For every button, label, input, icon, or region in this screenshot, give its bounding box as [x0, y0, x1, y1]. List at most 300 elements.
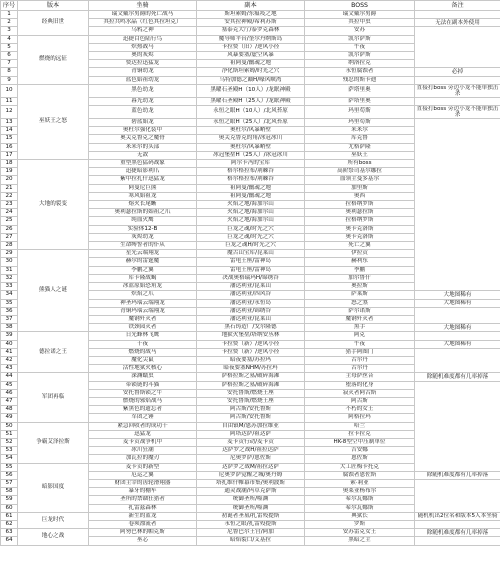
- row-index: 61: [1, 512, 18, 520]
- instance-cell: 巨龙之魂H/时光之穴: [197, 242, 305, 250]
- boss-cell: 玛里苟斯: [305, 119, 415, 127]
- row-index: 51: [1, 430, 18, 438]
- row-index: 59: [1, 496, 18, 504]
- row-index: 22: [1, 192, 18, 200]
- boss-cell: 凯尔萨斯: [305, 52, 415, 60]
- mount-cell: 黑色幼龙: [89, 84, 197, 97]
- instance-cell: 火焰之地/海加尔山: [197, 201, 305, 209]
- boss-cell: 萨尔诺斯: [305, 307, 415, 315]
- boss-cell: 不朽的女王: [305, 406, 415, 414]
- mount-cell: 青铜幼龙: [89, 68, 197, 76]
- instance-cell: 潘达利亚/昆莱山: [197, 315, 305, 323]
- row-index: 44: [1, 373, 18, 381]
- mount-cell: 熔火长尾蜥: [89, 201, 197, 209]
- mount-cell: 厄运之翼: [89, 471, 197, 479]
- instance-cell: 萨格拉斯之墓/破碎海滩: [197, 381, 305, 389]
- row-index: 49: [1, 414, 18, 422]
- boss-cell: 猎手阿图门: [305, 348, 415, 356]
- instance-cell: 火焰之地/海加尔山: [197, 209, 305, 217]
- instance-cell: 格尔格拉布/荆棘谷: [197, 168, 305, 176]
- boss-cell: 希尔瓦娜斯: [305, 504, 415, 512]
- row-index: 20: [1, 176, 18, 184]
- note-cell: [415, 332, 500, 340]
- version-cell: 大地的裂变: [18, 160, 89, 250]
- boss-cell: 尤格萨隆: [305, 143, 415, 151]
- mount-cell: 奥关克鲁克之魔骨: [89, 135, 197, 143]
- version-cell: 争霸艾泽拉斯: [18, 422, 89, 463]
- mount-cell: 安托鲁斯锁之牛: [89, 389, 197, 397]
- note-cell: [415, 97, 500, 105]
- mount-cell: 阿曼尼巨熊: [89, 184, 197, 192]
- boss-cell: 大工匠梅卡托克: [305, 463, 415, 471]
- boss-cell: 安苏: [305, 27, 415, 35]
- header-notes: 备注: [415, 1, 500, 11]
- row-index: 37: [1, 315, 18, 323]
- mount-cell: 麦卡贡战争机甲: [89, 438, 197, 446]
- boss-cell: HK-8型空中压制单位: [305, 438, 415, 446]
- mount-cell: 李鹏之翼: [89, 266, 197, 274]
- mount-cell: 其拉共鸣水晶（红色其拉坦克）: [89, 19, 197, 27]
- instance-cell: 雷电王座/雷神岛: [197, 258, 305, 266]
- note-cell: 必掉: [415, 68, 500, 76]
- instance-cell: 永恒之眼H（25人）/北风苔原: [197, 119, 305, 127]
- boss-cell: 纳洛拉克: [305, 60, 415, 68]
- mount-cell: 奥杜尔强化装甲: [89, 127, 197, 135]
- row-index: 10: [1, 84, 18, 97]
- boss-cell: 所有boss: [305, 160, 415, 168]
- row-index: 28: [1, 242, 18, 250]
- mount-cell: 炽焰之爪: [89, 291, 197, 299]
- table-row: [1, 11, 500, 19]
- boss-cell: 典狱长: [305, 512, 415, 520]
- note-cell: 大地图稀有: [415, 291, 500, 299]
- row-index: 41: [1, 348, 18, 356]
- row-index: 39: [1, 332, 18, 340]
- instance-cell: 安其拉神殿/希利苏斯: [197, 19, 305, 27]
- note-cell: 随机机出2位名和版本5人本坐骑: [415, 512, 500, 520]
- note-cell: [415, 76, 500, 84]
- version-cell: 经典旧世: [18, 11, 89, 36]
- instance-cell: 卡拉赞（新）/逆风小径: [197, 340, 305, 348]
- boss-cell: 腐蚀者恩佐斯: [305, 471, 415, 479]
- mount-cell: 活性地狱火核心: [89, 365, 197, 373]
- table-row: [1, 529, 500, 537]
- row-index: 1: [1, 11, 18, 19]
- row-index: 55: [1, 463, 18, 471]
- note-cell: [415, 537, 500, 545]
- boss-cell: 希尔瓦娜斯: [305, 496, 415, 504]
- row-index: 8: [1, 68, 18, 76]
- note-cell: [415, 11, 500, 19]
- header-mount: 坐骑: [89, 1, 197, 11]
- boss-cell: 拉格纳罗斯: [305, 201, 415, 209]
- mount-cell: 纯血火鹰: [89, 217, 197, 225]
- boss-cell: 奥拉斯: [305, 283, 415, 291]
- instance-cell: 暗焰裂口/艾基拉: [197, 537, 305, 545]
- note-cell: [415, 27, 500, 68]
- instance-cell: 决战奥格瑞玛H/锦绣谷: [197, 274, 305, 282]
- row-index: 53: [1, 447, 18, 455]
- mount-cell: 魔钢歼灭者: [89, 315, 197, 323]
- boss-cell: 阿格拉玛: [305, 414, 415, 422]
- mount-cell: 燃烧的邪焰战马: [89, 397, 197, 405]
- row-index: 50: [1, 422, 18, 430]
- note-cell: 大地图稀有: [415, 340, 500, 348]
- boss-cell: 残忍的斯卡迪: [305, 76, 415, 84]
- note-cell: 除随机难度都有几率掉落: [415, 373, 500, 381]
- header-version: 版本: [18, 1, 89, 11]
- note-cell: 无法在副本外使用: [415, 19, 500, 27]
- mount-cell: 库卡隆战蝎: [89, 274, 197, 282]
- row-index: 12: [1, 106, 18, 119]
- mount-cell: 青铜玛瑙云端翔龙: [89, 307, 197, 315]
- mount-cell: 巫芯: [89, 537, 197, 545]
- mount-cell: 紫黑色的遗忘者: [89, 406, 197, 414]
- mount-cell: 赞达拉迅猛龙: [89, 60, 197, 68]
- boss-cell: 瑞文戴尔男爵: [305, 11, 415, 19]
- row-index: 29: [1, 250, 18, 258]
- instance-cell: 阿古斯/安托鲁斯: [197, 414, 305, 422]
- instance-cell: 奥杜尔/风暴峭壁: [197, 127, 305, 135]
- header-boss: BOSS: [305, 1, 415, 11]
- row-index: 34: [1, 291, 18, 299]
- row-index: 26: [1, 225, 18, 233]
- instance-cell: 净化斯坦索姆/时光之穴: [197, 68, 305, 76]
- boss-cell: 加尔鲁什: [305, 274, 415, 282]
- instance-cell: 萨格拉斯之墓/破碎海滩: [197, 373, 305, 381]
- instance-cell: 麦卡贡行动/麦卡贡: [197, 438, 305, 446]
- instance-cell: 潘达利亚/昆莱山: [197, 283, 305, 291]
- mount-cell: 蓝色始祖幼龙: [89, 76, 197, 84]
- row-index: 2: [1, 19, 18, 27]
- version-cell: 暗影国度: [18, 463, 89, 512]
- version-cell: 燃烧的远征: [18, 35, 89, 84]
- row-index: 27: [1, 233, 18, 241]
- row-index: 16: [1, 143, 18, 151]
- mount-cell: 紧急回收者的成功干: [89, 422, 197, 430]
- row-index: 30: [1, 258, 18, 266]
- version-cell: 德拉诺之王: [18, 332, 89, 373]
- header-instance: 副本: [197, 1, 305, 11]
- mount-cell: 神圣玛瑙云端翔龙: [89, 299, 197, 307]
- mount-cell: 深渊蠕虫: [89, 373, 197, 381]
- row-index: 62: [1, 520, 18, 528]
- mount-cell: 迅猛龙: [89, 430, 197, 438]
- row-index: 23: [1, 201, 18, 209]
- row-index: 11: [1, 97, 18, 105]
- boss-cell: 午夜: [305, 43, 415, 51]
- boss-cell: 安苏雷克女王: [305, 529, 415, 537]
- boss-cell: 哈兰: [305, 422, 415, 430]
- mount-cell: 圣所的禁锢狂猎者: [89, 496, 197, 504]
- note-cell: 除随机难度都有几率掉落: [415, 471, 500, 479]
- mount-cell: 赫尔的雷霆魔: [89, 258, 197, 266]
- row-index: 24: [1, 209, 18, 217]
- version-cell: 熊猫人之谜: [18, 250, 89, 332]
- mount-cell: 奥利瑟拉斯的始祖之爪: [89, 209, 197, 217]
- boss-cell: 奥卡克洛斯: [305, 225, 415, 233]
- boss-cell: 高阶祭司基尔娜拉: [305, 168, 415, 176]
- boss-cell: 库克鲁: [305, 135, 415, 143]
- instance-cell: 统御圣所/噬渊: [197, 496, 305, 504]
- row-index: 21: [1, 184, 18, 192]
- mount-cell: 迅捷暗影利爪: [89, 168, 197, 176]
- instance-cell: 斯坦索姆/东瘟疫之地: [197, 11, 305, 19]
- boss-cell: 奥卡克洛斯: [305, 233, 415, 241]
- mount-cell: 无敌: [89, 151, 197, 159]
- instance-cell: 卡拉赞（新）/逆风小径: [197, 348, 305, 356]
- boss-cell: 古尔丹: [305, 356, 415, 364]
- version-cell: 巫妖王之怒: [18, 84, 89, 159]
- instance-cell: 潘达利亚/锦绣谷: [197, 307, 305, 315]
- row-index: 3: [1, 27, 18, 35]
- row-index: 38: [1, 324, 18, 332]
- instance-cell: 火焰之地/海加尔山: [197, 217, 305, 225]
- instance-cell: 安托鲁斯/燃烧王座: [197, 389, 305, 397]
- row-index: 40: [1, 340, 18, 348]
- boss-cell: 米米尔: [305, 127, 415, 135]
- boss-cell: 恩佐斯: [305, 455, 415, 463]
- mount-cell: 碧蓝始龙: [89, 119, 197, 127]
- row-index: 31: [1, 266, 18, 274]
- instance-cell: 尼奥罗萨觉醒之城/奥丹姆: [197, 471, 305, 479]
- row-index: 19: [1, 168, 18, 176]
- boss-cell: 玛里苟斯: [305, 106, 415, 119]
- row-index: 33: [1, 283, 18, 291]
- mount-cell: 冰蓝原始恐角龙: [89, 283, 197, 291]
- header-row: [1, 1, 500, 11]
- instance-cell: 黑石铸造厂/戈尔隆德: [197, 324, 305, 332]
- instance-cell: 地狱火堡垒/塔纳安丛林: [197, 332, 305, 340]
- mount-cell: 炽热战马: [89, 43, 197, 51]
- note-cell: 大地图稀有: [415, 299, 500, 307]
- instance-cell: 塞泰克大厅/泰罗克森林: [197, 27, 305, 35]
- boss-cell: 拉格纳罗斯: [305, 217, 415, 225]
- mount-cell: 千夜: [89, 340, 197, 348]
- row-index: 63: [1, 529, 18, 537]
- row-index: 46: [1, 389, 18, 397]
- row-index: 9: [1, 76, 18, 84]
- boss-cell: 午夜: [305, 340, 415, 348]
- row-index: 64: [1, 537, 18, 545]
- mount-cell: 阿努巴林的帕克斯: [89, 529, 197, 537]
- instance-cell: 雷电王座/雷神岛: [197, 266, 305, 274]
- boss-cell: 阿克: [305, 332, 415, 340]
- row-index: 58: [1, 488, 18, 496]
- mount-cell: 卷须漂流者: [89, 520, 197, 528]
- row-index: 42: [1, 356, 18, 364]
- mount-cell: 星光云端翔龙: [89, 250, 197, 258]
- boss-cell: 主母萨丝音: [305, 373, 415, 381]
- instance-cell: 通灵战潮/玛卓克萨斯: [197, 488, 305, 496]
- instance-cell: 格尔格拉布/荆棘谷: [197, 176, 305, 184]
- row-index: 60: [1, 504, 18, 512]
- instance-cell: 风暴要塞/虚空风暴: [197, 52, 305, 60]
- instance-cell: 潘达利亚/永恒岛: [197, 299, 305, 307]
- mount-cell: 迅捷白色陆行鸟: [89, 35, 197, 43]
- row-index: 17: [1, 151, 18, 159]
- instance-cell: 尼奥罗萨/恩佐斯: [197, 455, 305, 463]
- instance-cell: 魔导师平台/奎尔丹纳斯岛: [197, 35, 305, 43]
- instance-cell: 巨龙之魂/时光之穴: [197, 233, 305, 241]
- table-row: [1, 332, 500, 340]
- mount-cell: 魔化尖鼠: [89, 356, 197, 364]
- row-index: 35: [1, 299, 18, 307]
- mount-cell: 日光蜂林飞鹰: [89, 332, 197, 340]
- note-cell: [415, 520, 500, 528]
- row-index: 57: [1, 479, 18, 487]
- row-index: 6: [1, 52, 18, 60]
- mount-cell: 蓝色幼龙: [89, 106, 197, 119]
- instance-cell: 永恒之眼/扎雷殁提斯: [197, 520, 305, 528]
- instance-cell: 黑曜石圣殿H（25人）/龙眠神殿: [197, 97, 305, 105]
- instance-cell: 祖阿曼/幽魂之地: [197, 60, 305, 68]
- instance-cell: 阿尔卡冯的宝库: [197, 160, 305, 168]
- mount-cell: 瑞文戴尔男爵的死亡战马: [89, 11, 197, 19]
- version-cell: 军团再临: [18, 373, 89, 422]
- instance-cell: 奥关克鲁克的角/冰冠冰川: [197, 135, 305, 143]
- row-index: 48: [1, 406, 18, 414]
- instance-cell: 达萨罗之战H/祖拉达萨: [197, 447, 305, 455]
- boss-cell: 凯尔萨斯: [305, 35, 415, 43]
- boss-cell: 拉卡拉克: [305, 430, 415, 438]
- boss-cell: 奥莱亚杨布尔: [305, 488, 415, 496]
- instance-cell: 黑曜石圣殿H（10人）/龙眠神殿: [197, 84, 305, 97]
- instance-cell: 冰冠堡垒H（25人）/冰冠冰川: [197, 151, 305, 159]
- mount-cell: 实验体12-B: [89, 225, 197, 233]
- note-cell: [415, 348, 500, 373]
- mount-cell: 财团主宰的齿轮滑翔器: [89, 479, 197, 487]
- mount-cell: 寒风始祖龙: [89, 192, 197, 200]
- version-cell: 巨龙时代: [18, 512, 89, 528]
- instance-cell: 乌特加德之巅H/嚎风峡湾: [197, 76, 305, 84]
- mount-cell: 麦卡贡的新型: [89, 463, 197, 471]
- instance-cell: 初诞者圣墓/扎雷殁提斯: [197, 512, 305, 520]
- row-index: 15: [1, 135, 18, 143]
- instance-cell: 永恒之眼H（10人）/北风苔原: [197, 106, 305, 119]
- mount-cell: 重型黑色猛码战象: [89, 160, 197, 168]
- row-index: 5: [1, 43, 18, 51]
- row-index: 54: [1, 455, 18, 463]
- instance-cell: 塔扎维什帷幕市集/奥利波斯: [197, 479, 305, 487]
- mount-cell: 铁颈园灭者: [89, 324, 197, 332]
- table-row: [1, 512, 500, 520]
- boss-cell: 巫妖王: [305, 151, 415, 159]
- version-cell: 地心之战: [18, 529, 89, 545]
- instance-cell: 自由镇M/恩苏加拉维亚: [197, 422, 305, 430]
- boss-cell: 萨塔里奥: [305, 97, 415, 105]
- table-row: [1, 84, 500, 97]
- boss-cell: 古尔丹: [305, 365, 415, 373]
- boss-cell: 加里斯: [305, 184, 415, 192]
- row-index: 56: [1, 471, 18, 479]
- note-cell: 直接打boss 旁边小龙不能单独击杀: [415, 106, 500, 119]
- note-cell: [415, 307, 500, 323]
- note-cell: [415, 119, 500, 291]
- boss-cell: 怒之煞: [305, 299, 415, 307]
- row-index: 18: [1, 160, 18, 168]
- boss-cell: 死亡之翼: [305, 242, 415, 250]
- mount-cell: 米米尔的头部: [89, 143, 197, 151]
- boss-cell: 罗斯: [305, 520, 415, 528]
- boss-cell: 黑手: [305, 324, 415, 332]
- instance-cell: 阿塔达萨/祖达萨: [197, 430, 305, 438]
- mount-cell: 带锁链的斗猫: [89, 381, 197, 389]
- mount-cell: 奥的灰烬: [89, 52, 197, 60]
- instance-cell: 安托鲁斯/燃烧王座: [197, 397, 305, 405]
- row-index: 25: [1, 217, 18, 225]
- row-index: 13: [1, 119, 18, 127]
- instance-cell: 统御圣所/噬渊: [197, 504, 305, 512]
- boss-cell: 阿古斯: [305, 397, 415, 405]
- boss-cell: 魔钢歼灭者: [305, 315, 415, 323]
- boss-cell: 奥西: [305, 192, 415, 200]
- mount-cell: 加瓦拉的魔刃: [89, 455, 197, 463]
- boss-cell: 吉安娜: [305, 447, 415, 455]
- boss-cell: 奥利瑟拉斯: [305, 209, 415, 217]
- instance-cell: 卡拉赞（旧）/逆风小径: [197, 43, 305, 51]
- instance-cell: 巨龙之魂/时光之穴: [197, 225, 305, 233]
- note-cell: [415, 479, 500, 512]
- header-index: 序号: [1, 1, 18, 11]
- boss-cell: 萨莱斯: [305, 291, 415, 299]
- row-index: 45: [1, 381, 18, 389]
- mount-cell: 军团之锤: [89, 414, 197, 422]
- row-index: 14: [1, 127, 18, 135]
- note-cell: 大地图稀有: [415, 324, 500, 332]
- row-index: 4: [1, 35, 18, 43]
- instance-cell: 奥杜尔/风暴峭壁: [197, 143, 305, 151]
- instance-cell: 祖阿曼/幽魂之地: [197, 184, 305, 192]
- mount-cell: 燃烧的战马: [89, 348, 197, 356]
- mount-cell: 生命缚誓者的仆从: [89, 242, 197, 250]
- mount-cell: 暴牙的棚车: [89, 488, 197, 496]
- row-index: 47: [1, 397, 18, 405]
- boss-cell: 赫利东: [305, 258, 415, 266]
- boss-cell: 寂灭者阿古斯: [305, 389, 415, 397]
- instance-cell: 尼鲁巴尔王宫/阿加: [197, 529, 305, 537]
- note-cell: 除随机难度都有几率掉落: [415, 529, 500, 537]
- mount-cell: 紫甲拉扎什迅猛龙: [89, 176, 197, 184]
- instance-cell: 祖阿曼/幽魂之地: [197, 192, 305, 200]
- note-cell: 直接打boss 旁边小龙不能单独击杀: [415, 84, 500, 97]
- row-index: 43: [1, 365, 18, 373]
- table-row: [1, 373, 500, 381]
- mount-cell: 新生的蓝龙: [89, 512, 197, 520]
- boss-cell: 季鹏: [305, 266, 415, 274]
- boss-cell: 伊拉贡: [305, 250, 415, 258]
- row-index: 36: [1, 307, 18, 315]
- boss-cell: 堕落的化身: [305, 381, 415, 389]
- instance-cell: 达萨罗之战M/祖拉达萨: [197, 463, 305, 471]
- instance-cell: 暗夜要塞/苏拉玛: [197, 356, 305, 364]
- table-body: [1, 11, 500, 546]
- row-index: 7: [1, 60, 18, 68]
- mount-cell: 灰烬幼龙: [89, 233, 197, 241]
- row-index: 32: [1, 274, 18, 282]
- row-index: 52: [1, 438, 18, 446]
- boss-cell: 其拉甲虫: [305, 19, 415, 27]
- boss-cell: 萨塔里奥: [305, 84, 415, 97]
- boss-cell: 黑暗之主: [305, 537, 415, 545]
- instance-cell: 魔古山宝库/昆莱山: [197, 250, 305, 258]
- instance-cell: 暗夜要塞NHM/苏拉玛: [197, 365, 305, 373]
- boss-cell: 索·莉亚: [305, 479, 415, 487]
- boss-cell: 永恒腐蚀者: [305, 68, 415, 76]
- mount-cell: 乌鸦之神: [89, 27, 197, 35]
- mount-cell: 暮光幼龙: [89, 97, 197, 105]
- mount-cell: 冰川狂潮: [89, 447, 197, 455]
